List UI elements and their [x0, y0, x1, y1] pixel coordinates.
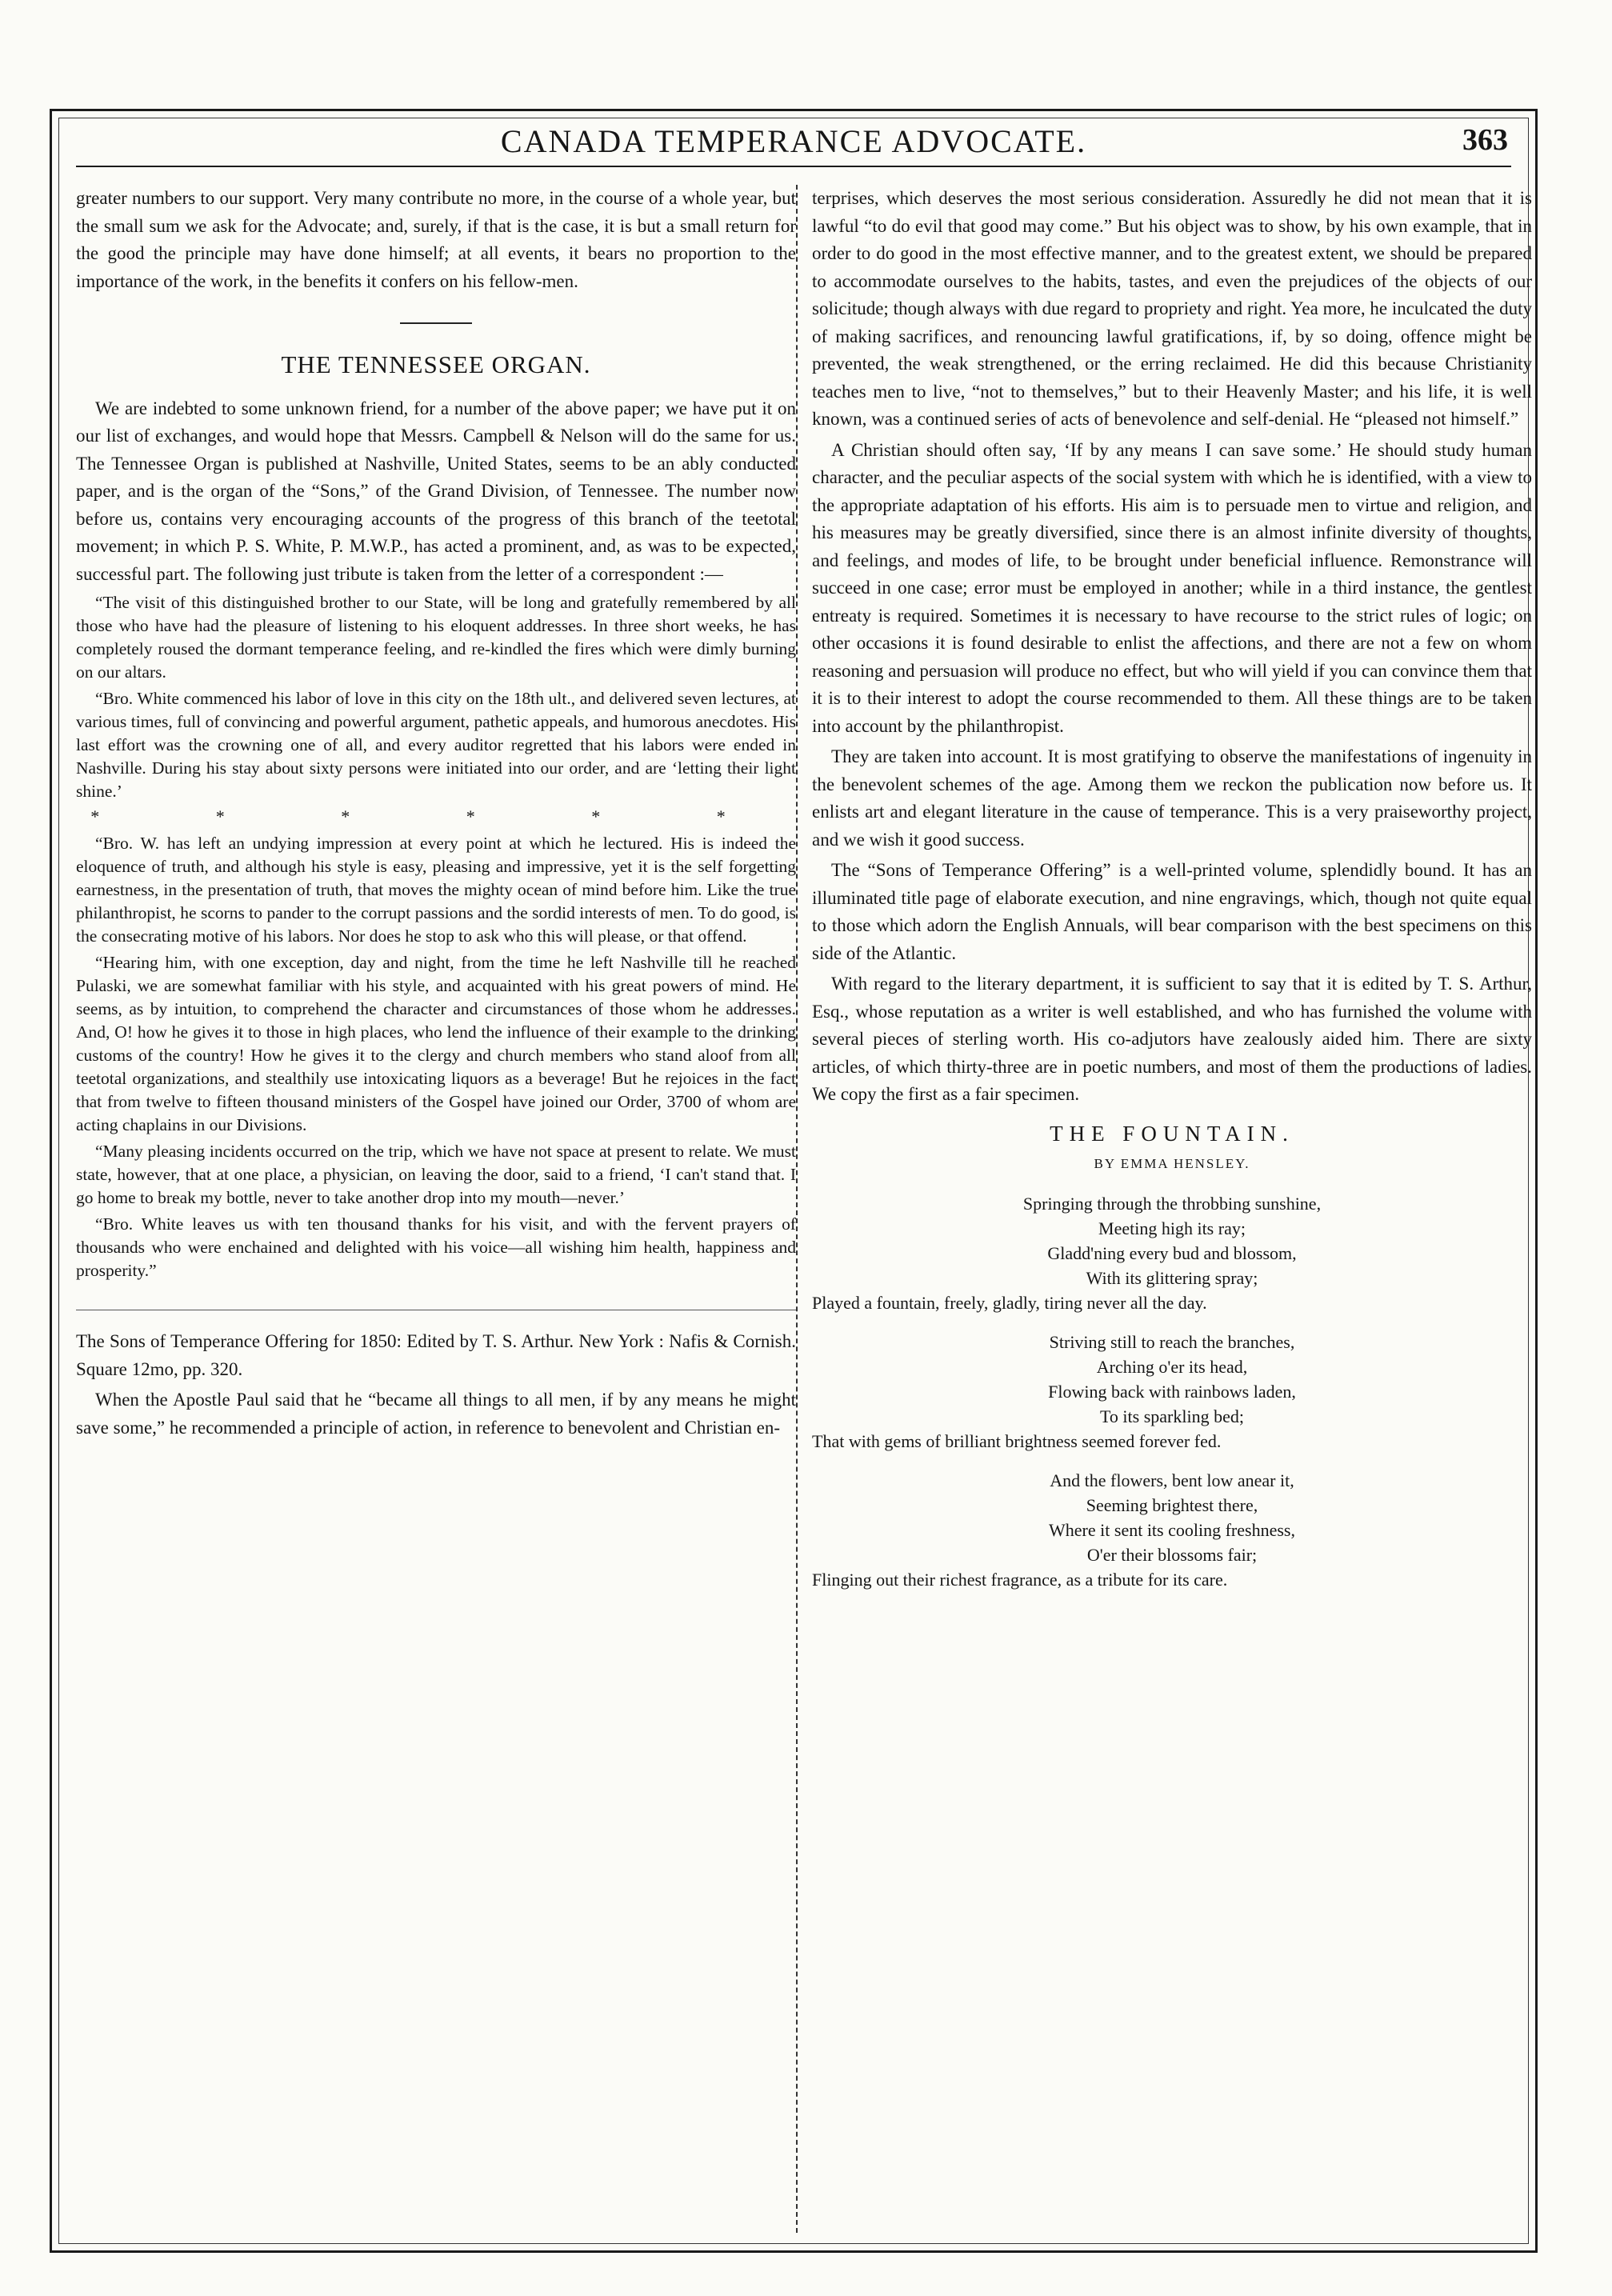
poem-line: Where it sent its cooling freshness, — [1049, 1519, 1295, 1540]
poem-byline: BY EMMA HENSLEY. — [1094, 1156, 1250, 1171]
right-column — [812, 185, 1532, 2233]
quote-paragraph-2: “Bro. White commenced his labor of love in this city on the 18th ult., and delivered seven lectures, at various times, full of convincing and powerful argument, pathetic appeals, and humorous anecdotes. His last effort was the crowning one of all, and every auditor regretted that his labors were ended in Nashville. During his stay about sixty persons were initiated into our order, and are ‘letting their light shine.’ — [76, 689, 796, 801]
poem-line: That with gems of brilliant brightness seemed forever fed. — [812, 1430, 1222, 1451]
quote-paragraph-4: “Hearing him, with one exception, day and night, from the time he left Nashville till he reached Pulaski, we are somewhat familiar with his style, and acquainted with his great powers of mind. He seems, as by intuition, to comprehend the character and circumstances of those whom he addresses. And, O! how he gives it to those in high places, who lend the influence of their example to the drinking customs of the country! How he gives it to the clergy and church members who stand aloof from all teetotal organizations, and stealthily use intoxicating liquors as a beverage! But he rejoices in the fact that from twelve to fifteen thousand ministers of the Gospel have joined our Order, 3700 of whom are acting chaplains in our Divisions. — [76, 953, 796, 1134]
poem-line: Arching o'er its head, — [1096, 1356, 1248, 1377]
poem-stanza-1 — [812, 1191, 1532, 1315]
tennessee-organ-paragraph: We are indebted to some unknown friend, for a number of the above paper; we have put it on our list of exchanges, and would hope that Messrs. Campbell & Nelson will do the same for us. The Tennessee Organ is published at Nashville, United States, seems to be an ably conducted paper, and is the organ of the “Sons,” of the Grand Division, of Tennessee. The number now before us, contains very encouraging accounts of the progress of this branch of the teetotal movement; in which P. S. White, P. M.W.P., has acted a prominent, and, as was to be expected, successful part. The following just tribute is taken from the letter of a correspondent :— — [76, 398, 796, 584]
account-paragraph: They are taken into account. It is most gratifying to observe the manifestations of ingenuity in the benevolent schemes of the age. Among them we reckon the publication now before us. It enlists art and elegant literature in the cause of temperance. This is a very praiseworthy project, and we wish it good success. — [812, 746, 1532, 850]
quote-paragraph-6: “Bro. White leaves us with ten thousand thanks for his visit, and with the fervent prayers of thousands who were enchained and delighted with his voice—all wishing him health, happiness and prosperity.” — [76, 1214, 796, 1280]
poem-stanza-3 — [812, 1468, 1532, 1592]
poem-line: Meeting high its ray; — [1098, 1218, 1246, 1238]
poem-line: To its sparkling bed; — [1100, 1406, 1244, 1426]
intro-paragraph: greater numbers to our support. Very many contribute no more, in the course of a whole year, but the small sum we ask for the Advocate; and, surely, if that is the case, it is but a small return for the good the principle may have done himself; at all events, it bears no proportion to the importance of the work, in the benefits it confers on his fellow-men. — [76, 188, 796, 291]
continued-paragraph: terprises, which deserves the most serious consideration. Assuredly he did not mean that it is lawful “to do evil that good may come.” But his object was to show, by his own example, that in order to do good in the most effective manner, and to the greatest extent, we should be prepared to accommodate ourselves to the habits, tastes, and even the prejudices of the objects of our solicitude; though always with due regard to propriety and right. Yea more, he inculcated the duty of making sacrifices, and renouncing lawful gratifications, if, by so doing, offence might be prevented, the weak strengthened, or the erring reclaimed. He did this because Christianity teaches men to live, “not to themselves,” but to their Heavenly Master; and his life, it is well known, was a continued series of acts of benevolence and self-denial. He “pleased not himself.” — [812, 188, 1532, 429]
poem-line: Seeming brightest there, — [1086, 1494, 1258, 1515]
newspaper-page — [50, 109, 1538, 2253]
poem-line: And the flowers, bent low anear it, — [1050, 1470, 1294, 1490]
poem-line: Flowing back with rainbows laden, — [1048, 1381, 1296, 1402]
poem-line: Gladd'ning every bud and blossom, — [1047, 1242, 1297, 1263]
literary-paragraph: With regard to the literary department, it is sufficient to say that it is edited by T. S. Arthur, Esq., whose reputation as a writer is well established, and who has furnished the volume with several pieces of sterling worth. His co-adjutors have zealously aided him. There are sixty articles, of which thirty-three are in poetic numbers, and most of them the productions of ladies. We copy the first as a fair specimen. — [812, 974, 1532, 1104]
poem-line: With its glittering spray; — [1086, 1267, 1258, 1288]
poem-line: Striving still to reach the branches, — [1049, 1331, 1295, 1352]
poem-line: Springing through the throbbing sunshine, — [1022, 1193, 1322, 1214]
quote-paragraph-3: “Bro. W. has left an undying impression at every point at which he lectured. His is indeed the eloquence of truth, and although his style is easy, pleasing and impressive, yet it is the self forgetting earnestness, in the presentation of truth, that moves the mighty ocean of mind before him. Like the true philanthropist, he scorns to pander to the corrupt passions and the sordid interests of men. To do good, is the consecrating motive of his labors. Nor does he stop to ask who this will please, or that offend. — [76, 834, 796, 946]
tennessee-organ-heading: THE TENNESSEE ORGAN. — [281, 350, 591, 378]
column-divider — [796, 185, 798, 2233]
page-header — [76, 119, 1511, 167]
book-notice-heading: The Sons of Temperance Offering for 1850: Edited by T. S. Arthur. New York : Nafis & Cornish. Square 12mo, pp. 320. — [76, 1331, 796, 1379]
poem-title: THE FOUNTAIN. — [1050, 1121, 1294, 1146]
poem-line: O'er their blossoms fair; — [1086, 1544, 1258, 1565]
left-column — [76, 185, 796, 2233]
quote-paragraph-1: “The visit of this distinguished brother to our State, will be long and gratefully remembered by all those who have had the pleasure of listening to his eloquent addresses. In three short weeks, he has completely roused the dormant temperance feeling, and re-kindled the fires which were dimly burning on our altars. — [76, 593, 796, 682]
quote-paragraph-5: “Many pleasing incidents occurred on the trip, which we have not space at present to relate. We must state, however, that at one place, a physician, on leaving the door, said to a friend, ‘I can't stand that. I go home to break my bottle, never to take another drop into my mouth—never.’ — [76, 1142, 796, 1207]
poem-stanza-2 — [812, 1330, 1532, 1454]
section-spacer — [76, 1286, 796, 1302]
asterism: * * * * * * — [90, 806, 782, 826]
offering-paragraph: The “Sons of Temperance Offering” is a well-printed volume, splendidly bound. It has an illuminated title page of elaborate execution, and nine engravings, which, though not quite equal to those which adorn the English Annuals, will bear comparison with the best specimens on this side of the Atlantic. — [812, 860, 1532, 963]
christian-paragraph: A Christian should often say, ‘If by any means I can save some.’ He should study human character, and the peculiar aspects of the social system with which he is identified, with a view to the appropriate adaptation of his efforts. His aim is to persuade men to virtue and religion, and his measures may be greatly diversified, since there is an almost infinite diversity of thoughts, and feelings, and modes of life, to be brought under beneficial influence. Remonstrance will succeed in one case; error must be employed in another; while in a third instance, the gentlest entreaty is required. Sometimes it is necessary to have recourse to the strict rules of logic; on other occasions it is found desirable to enlist the affections, and there are not a few on whom reasoning and persuasion will produce no effect, but who will yield if you can convince them that it is to their interest to adopt the course recommended to them. All these things are to be taken into account by the philanthropist. — [812, 439, 1532, 736]
section-rule — [400, 322, 472, 324]
poem-line: Flinging out their richest fragrance, as a tribute for its care. — [812, 1569, 1228, 1590]
page-number: 363 — [1462, 123, 1508, 157]
page-title: CANADA TEMPERANCE ADVOCATE. — [500, 123, 1087, 159]
apostle-paul-paragraph: When the Apostle Paul said that he “became all things to all men, if by any means he might save some,” he recommended a principle of action, in reference to benevolent and Christian en- — [76, 1390, 796, 1438]
poem-line: Played a fountain, freely, gladly, tiring never all the day. — [812, 1292, 1207, 1313]
